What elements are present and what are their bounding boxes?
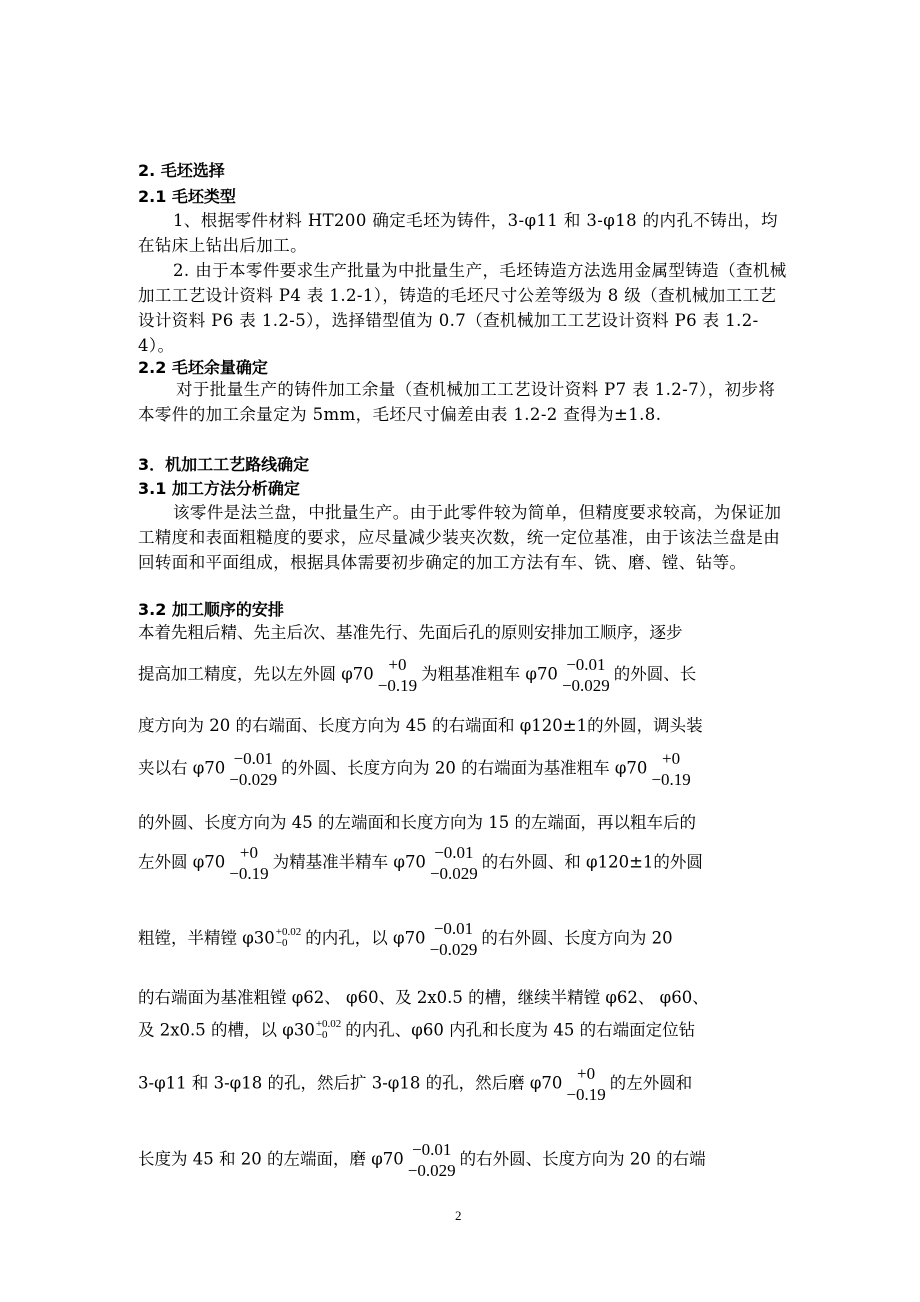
s32-line-7 — [138, 918, 673, 960]
s32-line-2-c: 的外圆、长 — [613, 664, 697, 684]
s32-line-2 — [138, 654, 696, 696]
s32-line-7-a: 粗镗，半精镗 φ30 — [138, 928, 275, 948]
s32-line-4-b: 的外圆、长度方向为 20 的右端面为基准粗车 φ70 — [281, 758, 648, 778]
section-3-1-heading: 3.1 加工方法分析确定 — [138, 479, 300, 498]
s32-line-11-a: 长度为 45 和 20 的左端面，磨 φ70 — [138, 1149, 404, 1169]
tolerance-c: +0.02 −0 — [315, 1018, 342, 1041]
tolerance-a: +0 −0.19 — [377, 655, 418, 695]
tolerance-a: +0 −0.19 — [229, 843, 269, 883]
section-3-2-heading: 3.2 加工顺序的安排 — [138, 600, 284, 619]
s32-line-2-a: 提高加工精度，先以左外圆 φ70 — [138, 664, 374, 684]
section-2-2-para-1: 对于批量生产的铸件加工余量（查机械加工工艺设计资料 P7 表 1.2-7），初步将本零件的加工余量定为 5mm，毛坯尺寸偏差由表 1.2-2 查得为±1.8. — [138, 380, 776, 424]
tolerance-b: −0.01 −0.029 — [429, 843, 478, 883]
section-3-heading: 3．机加工工艺路线确定 — [138, 455, 310, 474]
s32-line-6 — [138, 842, 703, 884]
tolerance-b: −0.01 −0.029 — [229, 749, 278, 789]
page-number: 2 — [455, 1208, 462, 1223]
s32-line-11 — [138, 1139, 706, 1181]
s32-line-2-b: 为粗基准粗车 φ70 — [421, 664, 558, 684]
s32-line-9 — [138, 1020, 695, 1042]
s32-line-7-b: 的内孔，以 φ70 — [305, 928, 426, 948]
tolerance-c: +0.02 −0 — [275, 926, 302, 949]
s32-line-7-c: 的右外圆、长度方向为 20 — [481, 928, 673, 948]
s32-line-4 — [138, 748, 695, 790]
s32-line-10-a: 3-φ11 和 3-φ18 的孔，然后扩 3-φ18 的孔，然后磨 φ70 — [138, 1073, 563, 1093]
tolerance-a: +0 −0.19 — [566, 1064, 606, 1104]
section-2-1-heading: 2.1 毛坯类型 — [138, 187, 236, 206]
s32-line-4-a: 夹以右 φ70 — [138, 758, 226, 778]
s32-line-5: 的外圆、长度方向为 45 的左端面和长度方向为 15 的左端面，再以粗车后的 — [138, 813, 696, 832]
s32-line-6-a: 左外圆 φ70 — [138, 852, 226, 872]
tolerance-a: +0 −0.19 — [651, 749, 691, 789]
s32-line-3: 度方向为 20 的右端面、长度方向为 45 的右端面和 φ120±1的外圆，调头装 — [138, 716, 703, 735]
s32-line-9-b: 的内孔、φ60 内孔和长度为 45 的右端面定位钻 — [345, 1020, 696, 1040]
s32-line-8: 的右端面为基准粗镗 φ62、 φ60、及 2x0.5 的槽，继续半精镗 φ62、 φ60、 — [138, 988, 709, 1007]
section-2-2-heading: 2.2 毛坯余量确定 — [138, 358, 268, 377]
section-3-1-para-1: 该零件是法兰盘，中批量生产。由于此零件较为简单，但精度要求较高，为保证加工精度和表面粗糙度的要求，应尽量减少装夹次数，统一定位基准，由于该法兰盘是由回转面和平面组成，根据具体需要初步确定的加工方法有车、铣、磨、镗、钻等。 — [138, 503, 782, 572]
section-2-1-para-1: 1、根据零件材料 HT200 确定毛坯为铸件，3-φ11 和 3-φ18 的内孔不铸出，均在钻床上钻出后加工。 — [138, 211, 778, 255]
s32-line-9-a: 及 2x0.5 的槽，以 φ30 — [138, 1020, 315, 1040]
section-2-1-para-2: 2. 由于本零件要求生产批量为中批量生产，毛坯铸造方法选用金属型铸造（查机械加工工艺设计资料 P4 表 1.2-1），铸造的毛坯尺寸公差等级为 8 级（查机械加工工艺设计资料 P6 表 1.2-5），选择错型值为 0.7（查机械加工工艺设计资料 P6 表 1.2-4）。 — [138, 261, 787, 355]
tolerance-b: −0.01 −0.029 — [561, 655, 610, 695]
s32-line-1: 本着先粗后精、先主后次、基准先行、先面后孔的原则安排加工顺序，逐步 — [138, 623, 683, 642]
s32-line-10-b: 的左外圆和 — [609, 1073, 693, 1093]
s32-line-6-b: 为精基准半精车 φ70 — [272, 852, 426, 872]
s32-line-6-c: 的右外圆、和 φ120±1的外圆 — [481, 852, 703, 872]
tolerance-b: −0.01 −0.029 — [429, 919, 478, 959]
s32-line-10 — [138, 1063, 692, 1105]
s32-line-11-b: 的右外圆、长度方向为 20 的右端 — [459, 1149, 706, 1169]
tolerance-b: −0.01 −0.029 — [407, 1140, 456, 1180]
section-2-heading: 2. 毛坯选择 — [138, 161, 225, 180]
